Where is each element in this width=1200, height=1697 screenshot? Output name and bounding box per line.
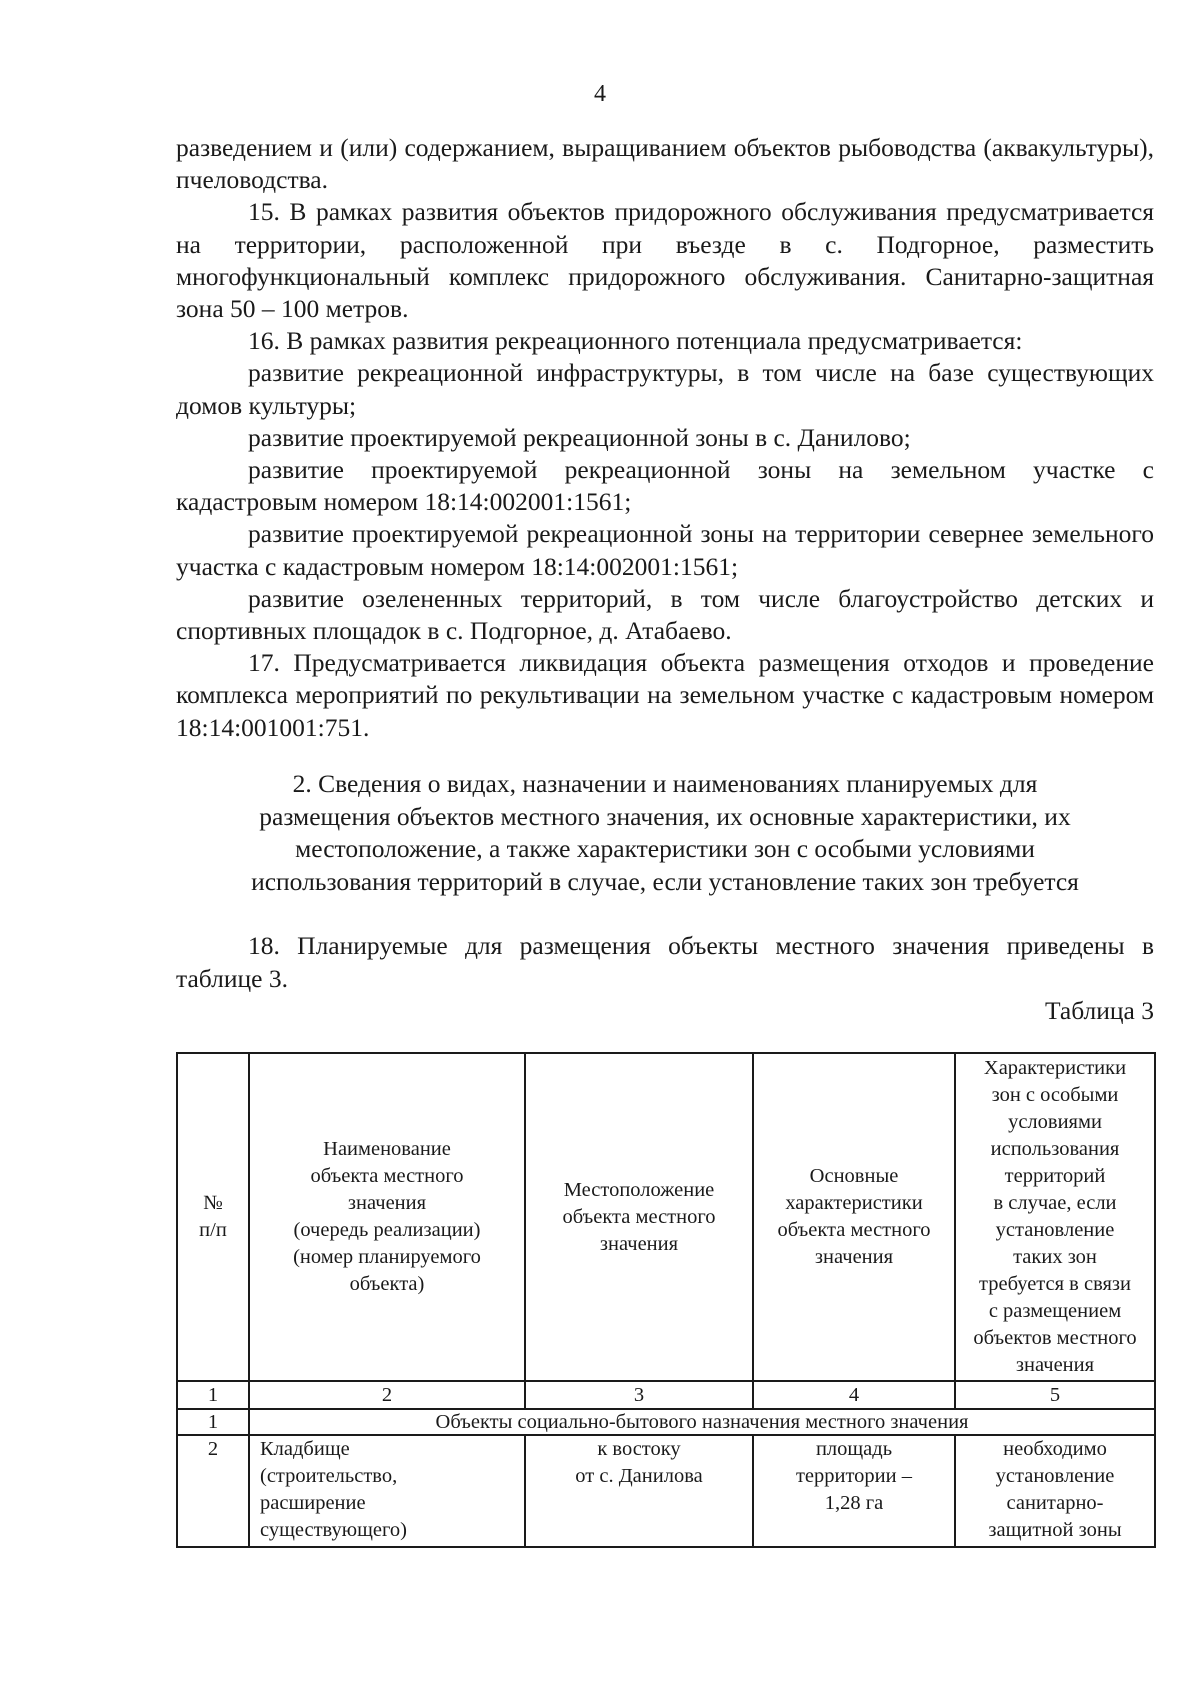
column-number: 3 xyxy=(525,1381,753,1409)
header-object-name: Наименование объекта местного значения (очередь реализации) (номер планируемого объекта) xyxy=(249,1053,525,1381)
row-characteristics: площадь территории – 1,28 га xyxy=(753,1435,955,1547)
section-heading xyxy=(176,768,1154,898)
objects-table-wrapper xyxy=(176,1052,1156,1548)
heading-line: размещения объектов местного значения, их основные характеристики, их xyxy=(259,801,1071,831)
heading-line: местоположение, а также характеристики зон с особыми условиями xyxy=(295,834,1035,863)
row-object-name: Кладбище (строительство, расширение существующего) xyxy=(249,1435,525,1547)
table-caption: Таблица 3 xyxy=(1044,996,1154,1025)
column-number: 1 xyxy=(177,1381,249,1409)
row-zone-characteristics: необходимо установление санитарно- защитной зоны xyxy=(955,1435,1155,1547)
paragraph-16: 16. В рамках развития рекреационного потенциала предусматривается: xyxy=(248,326,1023,356)
row-number: 2 xyxy=(177,1435,249,1547)
list-item-recreation-infrastructure: развитие рекреационной инфраструктуры, в том числе на базе существующих домов культуры; xyxy=(176,358,1154,420)
header-characteristics: Основные характеристики объекта местного значения xyxy=(753,1053,955,1381)
column-number: 4 xyxy=(753,1381,955,1409)
row-location: к востоку от с. Данилова xyxy=(525,1435,753,1547)
heading-line: использования территорий в случае, если установление таких зон требуется xyxy=(251,866,1079,896)
header-number: № п/п xyxy=(177,1053,249,1381)
objects-table xyxy=(176,1052,1156,1548)
table-row xyxy=(177,1435,1155,1547)
paragraph-continuation: разведением и (или) содержанием, выращиванием объектов рыбоводства (аквакультуры), пчеловодства. xyxy=(176,133,1154,195)
paragraph-17: 17. Предусматривается ликвидация объекта размещения отходов и проведение комплекса мероприятий по рекультивации на земельном участке с кадастровым номером 18:14:001001:751. xyxy=(176,648,1154,742)
page-number: 4 xyxy=(594,81,606,107)
group-row-number: 1 xyxy=(177,1409,249,1435)
list-item-north-territory-zone: развитие проектируемой рекреационной зоны на территории севернее земельного участка с кадастровым номером 18:14:002001:1561; xyxy=(176,519,1154,581)
group-row xyxy=(177,1409,1155,1435)
list-item-land-plot-zone: развитие проектируемой рекреационной зоны на земельном участке с кадастровым номером 18:14:002001:1561; xyxy=(176,455,1154,517)
list-item-danilovo-zone: развитие проектируемой рекреационной зоны в с. Данилово; xyxy=(248,422,911,452)
paragraph-18: 18. Планируемые для размещения объекты местного значения приведены в таблице 3. xyxy=(176,931,1154,993)
list-item-green-territories: развитие озелененных территорий, в том числе благоустройство детских и спортивных площадок в с. Подгорное, д. Атабаево. xyxy=(176,583,1154,646)
header-location: Местоположение объекта местного значения xyxy=(525,1053,753,1381)
heading-line: 2. Сведения о видах, назначении и наименованиях планируемых для xyxy=(292,769,1038,798)
table-header-row xyxy=(177,1053,1155,1381)
paragraph-15: 15. В рамках развития объектов придорожного обслуживания предусматривается на территории, расположенной при въезде в с. Подгорное, разместить многофункциональный комплекс придорожного обслуживания. Санитарно-защитная зона 50 – 100 метров. xyxy=(176,197,1154,324)
column-number: 2 xyxy=(249,1381,525,1409)
body-text xyxy=(176,132,1154,744)
column-number-row xyxy=(177,1381,1155,1409)
header-zone-characteristics: Характеристики зон с особыми условиями использования территорий в случае, если установление таких зон требуется в связи с размещением объектов местного значения xyxy=(955,1053,1155,1381)
column-number: 5 xyxy=(955,1381,1155,1409)
group-row-title: Объекты социально-бытового назначения местного значения xyxy=(249,1409,1155,1435)
